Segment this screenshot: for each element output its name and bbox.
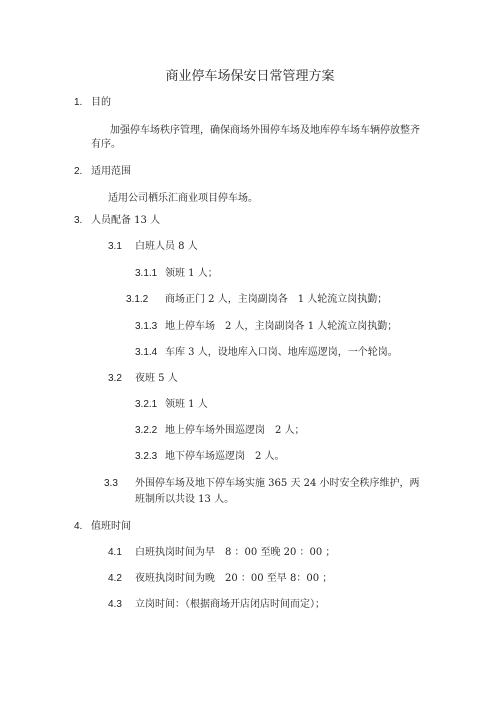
- item-3-2-2-number: 3.2.2: [135, 425, 158, 436]
- item-3-1-2-text: 商场正门 2 人，主岗副岗各 1 人轮流立岗执勤；: [165, 294, 388, 305]
- section-4-heading: 值班时间: [91, 521, 131, 532]
- item-3-1-3-text: 地上停车场 2 人，主岗副岗各 1 人轮流立岗执勤；: [165, 321, 398, 332]
- subsection-3-2-label: 夜班 5 人: [135, 373, 178, 384]
- section-2-heading: 适用范围: [91, 166, 131, 177]
- subsection-4-2-number: 4.2: [108, 573, 122, 584]
- section-3-heading: 人员配备 13 人: [91, 215, 161, 226]
- document-title: 商业停车场保安日常管理方案: [165, 69, 335, 84]
- subsection-4-3-text: 立岗时间：（根据商场开店闭店时间而定）；: [135, 599, 325, 610]
- item-3-2-1-text: 领班 1 人: [165, 399, 208, 410]
- item-3-1-2-number: 3.1.2: [126, 294, 149, 305]
- item-3-1-4-number: 3.1.4: [135, 347, 158, 358]
- section-1-heading: 目的: [91, 97, 111, 108]
- item-3-1-1-text: 领班 1 人；: [165, 268, 218, 279]
- section-1-number: 1.: [74, 97, 83, 108]
- subsection-4-2-text: 夜班执岗时间为晚 20 ：00 至早 8：00 ；: [135, 573, 333, 584]
- item-3-1-3-number: 3.1.3: [135, 321, 158, 332]
- item-3-1-1-number: 3.1.1: [135, 268, 158, 279]
- subsection-3-3-number: 3.3: [104, 478, 118, 489]
- section-4-number: 4.: [74, 521, 83, 532]
- section-3-number: 3.: [74, 215, 83, 226]
- item-3-2-1-number: 3.2.1: [135, 399, 158, 410]
- item-3-2-2-text: 地上停车场外围巡逻岗 2 人；: [165, 425, 305, 436]
- section-2-paragraph: 适用公司栖乐汇商业项目停车场。: [108, 193, 258, 204]
- subsection-4-3-number: 4.3: [108, 599, 122, 610]
- section-2-number: 2.: [74, 166, 83, 177]
- section-1-paragraph-line1: 加强停车场秩序管理，确保商场外围停车场及地库停车场车辆停放整齐: [110, 125, 420, 136]
- subsection-3-1-label: 白班人员 8 人: [135, 241, 198, 252]
- subsection-4-1-number: 4.1: [108, 547, 122, 558]
- subsection-3-1-number: 3.1: [108, 241, 122, 252]
- item-3-1-4-text: 车库 3 人，设地库入口岗、地库巡逻岗，一个轮岗。: [165, 347, 398, 358]
- section-1-paragraph-line2: 有序。: [91, 139, 121, 150]
- subsection-3-2-number: 3.2: [108, 373, 122, 384]
- item-3-2-3-text: 地下停车场巡逻岗 2 人。: [165, 451, 285, 462]
- item-3-2-3-number: 3.2.3: [135, 451, 158, 462]
- subsection-4-1-text: 白班执岗时间为早 8 ：00 至晚 20 ：00 ；: [135, 547, 336, 558]
- subsection-3-3-line2: 班制所以共设 13 人。: [135, 494, 235, 505]
- subsection-3-3-line1: 外围停车场及地下停车场实施 365 天 24 小时安全秩序维护，两: [135, 478, 420, 489]
